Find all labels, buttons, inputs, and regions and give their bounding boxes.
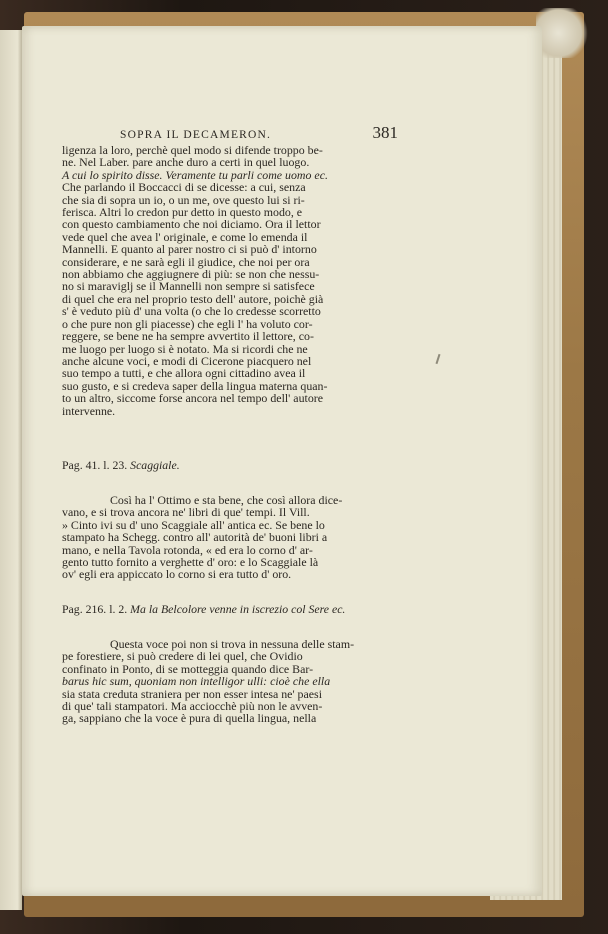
text-line: che sia di sopra un io, o un me, ove questo lui si ri- [62,192,305,207]
text-line: ne. Nel Laber. pare anche duro a certi in quel luogo. [62,155,310,170]
text-line: suo gusto, e si credeva saper della lingua materna quan- [62,378,328,393]
text-line: confinato in Ponto, di se motteggia quando dice Bar- [62,661,314,676]
section-heading-2 [62,602,345,617]
text-line: sia stata creduta straniera per non esser intesa ne' paesi [62,686,322,701]
section-ref: Pag. 216. l. 2. [62,602,128,616]
text-line: ov' egli era appiccato lo corno si era tutto d' oro. [62,567,292,582]
page-header [120,123,398,143]
text-block-2 [62,494,402,581]
text-block-1 [62,144,402,417]
text-line: ligenza la loro, perchè quel modo si difende troppo be- [62,143,323,157]
text-line: Questa voce poi non si trova in nessuna delle stam- [110,637,355,651]
text-line: pe forestiere, si può credere di lei quel, che Ovidio [62,649,303,664]
text-line: di que' tali stampatori. Ma acciocchè più non le avven- [62,699,323,714]
text-line: » Cinto ivi su d' uno Scaggiale all' antica ec. Se bene lo [62,517,325,532]
text-line: me luogo per luogo si è notato. Ma si ricordi che ne [62,341,308,356]
text-line: non abbiamo che aggiugnere di più: se non che nessu- [62,267,320,282]
text-line: mano, e nella Tavola rotonda, « ed era lo corno d' ar- [62,542,313,557]
text-line: stampato ha Schegg. contro all' autorità de' buoni libri a [62,530,328,545]
text-line: intervenne. [62,403,116,418]
section-lemma: Scaggiale. [130,458,180,472]
text-line: ga, sappiano che la voce è pura di quella lingua, nella [62,711,317,726]
book-page [22,26,542,896]
text-line: con questo cambiamento che noi diciamo. Ora il lettor [62,217,321,232]
text-line: A cui lo spirito disse. Veramente tu parli come uomo ec. [62,167,328,182]
text-line: s' è veduto più d' una volta (o che lo credesse scorretto [62,304,321,319]
text-line: di quel che era nel proprio testo dell' autore, poichè già [62,291,324,306]
section-lemma: Ma la Belcolore venne in iscrezio col Sere ec. [130,602,346,616]
text-line: considerare, e ne sarà egli il giudice, che noi per ora [62,254,310,269]
text-line: no si maraviglj se il Mannelli non sempre si satisfece [62,279,315,294]
text-line: ferisca. Altri lo credon pur detto in questo modo, e [62,205,303,220]
section-heading-1 [62,458,180,473]
text-line: to un altro, siccome forse ancora nel tempo dell' autore [62,391,323,406]
text-line: anche alcune voci, e modi di Cicerone piacquero nel [62,353,312,368]
text-line: gento tutto fornito a verghette d' oro: e lo Scaggiale là [62,555,319,570]
text-line: reggere, se bene ne ha sempre avvertito il lettore, co- [62,329,314,344]
section-ref: Pag. 41. l. 23. [62,458,128,472]
text-block-3 [62,638,402,725]
left-page-edge [0,30,22,910]
page-number: 381 [372,123,398,142]
text-line: Che parlando il Boccacci di se dicesse: a cui, senza [62,180,306,195]
text-line: suo tempo a tutti, e che allora ogni cittadino avea il [62,366,306,381]
text-line: Così ha l' Ottimo e sta bene, che così allora dice- [110,493,343,507]
running-head: SOPRA IL DECAMERON. [120,129,272,141]
text-line: vede quel che avea l' originale, e come lo emenda il [62,229,308,244]
text-line: vano, e si trova ancora ne' libri di que' tempi. Il Vill. [62,505,310,520]
text-line: barus hic sum, quoniam non intelligor ulli: cioè che ella [62,674,331,689]
torn-corner [536,8,592,58]
text-line: Mannelli. E quanto al parer nostro ci si può d' intorno [62,242,317,257]
text-line: o che pure non gli piacesse) che egli l' ha voluto cor- [62,316,313,331]
